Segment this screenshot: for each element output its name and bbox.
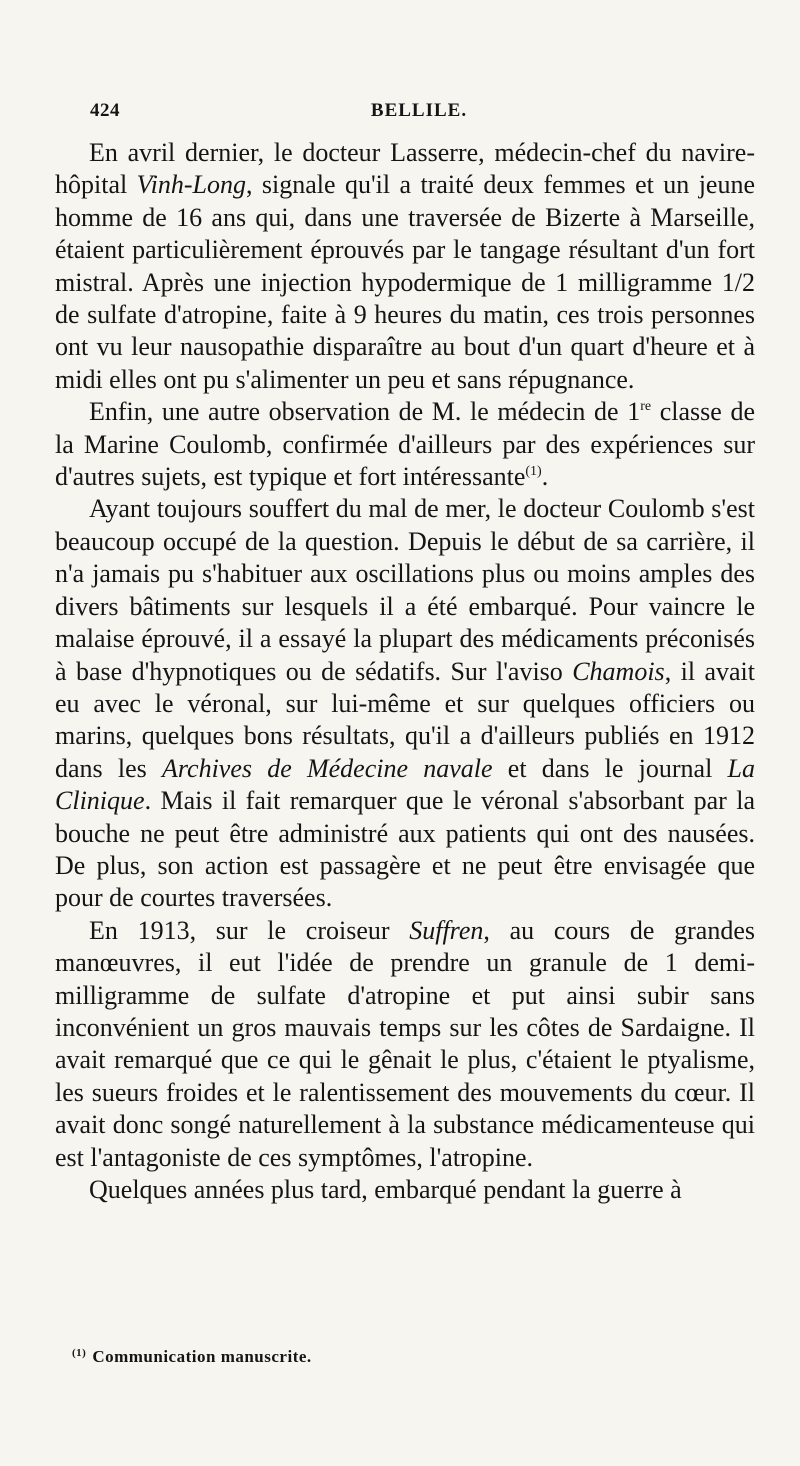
paragraph-3-text-c: et dans le journal [492,753,728,783]
paragraph-3-text-b: , il avait eu avec le véronal, sur lui-même et sur quelques officiers ou marins, quelques bons résultats, qu'il a d'ailleurs publiés en 1912 dans les [55,656,755,783]
ship-name-vinh-long: Vinh-Long [136,170,246,200]
page-number: 424 [90,100,120,121]
journal-archives: Archives de Médecine navale [162,753,493,783]
paragraph-2-text-b: classe de la Marine Coulomb, confirmée d'ailleurs par des expériences sur d'autres sujets, est typique et fort intéressante [55,397,755,492]
footnote-mark: (1) [72,1347,87,1359]
body-text [55,137,755,1206]
ship-name-suffren: Suffren [409,915,484,945]
paragraph-2-text-c: . [541,462,549,492]
paragraph-5-text: Quelques années plus tard, embarqué pendant la guerre à [89,1175,682,1204]
footnote-text: Communication manuscrite. [92,1347,312,1366]
journal-la-clinique: La Clinique [55,753,755,816]
paragraph-5 [55,1174,755,1206]
footnote-separator [55,1340,755,1341]
paragraph-1 [55,137,755,396]
page-header [90,100,748,130]
paragraph-1-text-a: En avril dernier, le docteur Lasserre, médecin-chef du navire-hôpital [55,138,755,200]
paragraph-1-text-b: , signale qu'il a traité deux femmes et un jeune homme de 16 ans qui, dans une traversée de Bizerte à Marseille, étaient particulièrement éprouvés par le tangage résultant d'un fort mistral. Après une injection hypodermique de 1 milligramme 1/2 de sulfate d'atropine, faite à 9 heures du matin, ces trois personnes ont vu leur nausopathie disparaître au bout d'un quart d'heure et à midi elles ont pu s'alimenter un peu et sans répugnance. [55,170,756,394]
paragraph-3-text-d: . Mais il fait remarquer que le véronal s'absorbant par la bouche ne peut être administré aux patients qui ont des nausées. De plus, son action est passagère et ne peut être envisagée que pour de courtes traversées. [55,786,755,913]
paragraph-3-text-a: Ayant toujours souffert du mal de mer, le docteur Coulomb s'est beaucoup occupé de la question. Depuis le début de sa carrière, il n'a jamais pu s'habituer aux oscillations plus ou moins amples des divers bâtiments sur lesquels il a été embarqué. Pour vaincre le malaise éprouvé, il a essayé la plupart des médicaments préconisés à base d'hypnotiques ou de sédatifs. Sur l'aviso [55,494,755,686]
ship-name-chamois: Chamois [572,656,665,686]
footnote-reference: (1) [525,464,542,480]
paragraph-4-text-b: , au cours de grandes manœuvres, il eut l'idée de prendre un granule de 1 demi-milligramme de sulfate d'atropine et put ainsi subir sans inconvénient un gros mauvais temps sur les côtes de Sardaigne. Il avait remarqué que ce qui le gênait le plus, c'étaient le ptyalisme, les sueurs froides et le ralentissement des mouvements du cœur. Il avait donc songé naturellement à la substance médicamenteuse qui est l'antagoniste de ces symptômes, l'atropine. [55,915,755,1172]
paragraph-2 [55,396,755,493]
running-head: BELLILE. [370,100,468,121]
paragraph-2-text-a: Enfin, une autre observation de M. le médecin de 1 [89,397,641,427]
paragraph-4 [55,915,755,1174]
paragraph-3 [55,493,755,914]
ordinal-superscript: re [640,399,652,415]
paragraph-4-text-a: En 1913, sur le croiseur [89,915,410,945]
footnote [72,1347,752,1367]
